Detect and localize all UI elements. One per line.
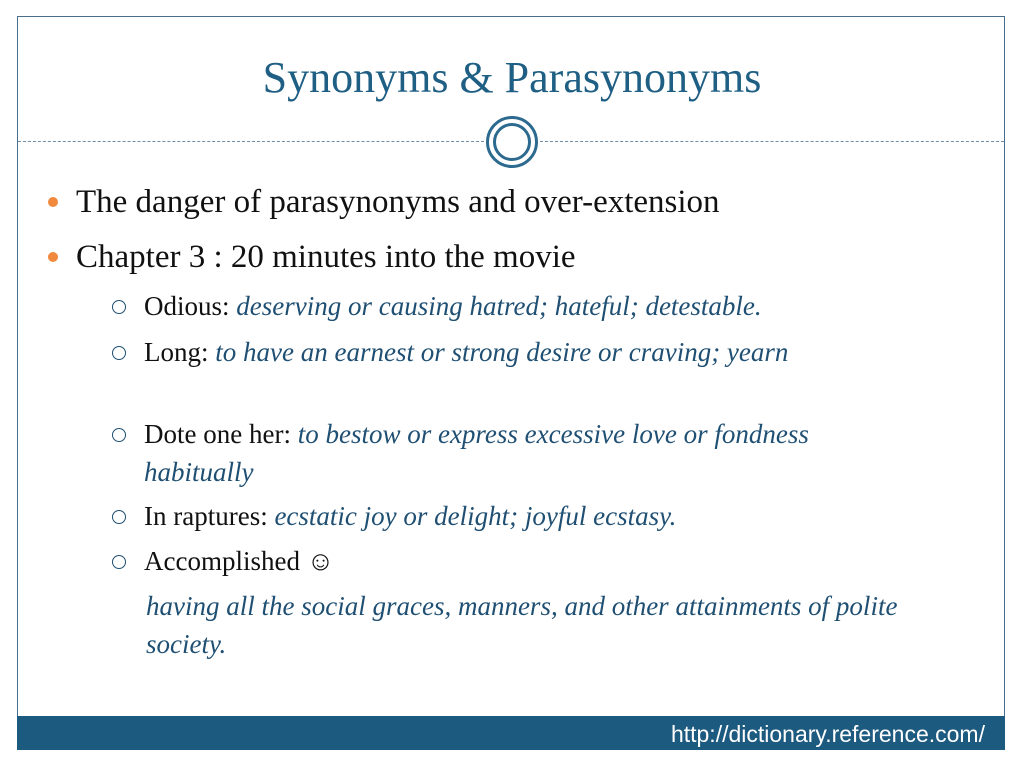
definition-term: Long: — [144, 337, 209, 367]
definition-text: to have an earnest or strong desire or craving; yearn — [215, 337, 789, 367]
sub-bullet-circle-icon — [112, 428, 126, 442]
definition-text: ecstatic joy or delight; joyful ecstasy. — [274, 501, 677, 531]
footer-url-link[interactable]: http://dictionary.reference.com/ — [670, 721, 985, 747]
title-divider-left — [18, 141, 484, 142]
slide-title: Synonyms & Parasynonyms — [262, 53, 762, 102]
sub-bullet-circle-icon — [112, 346, 126, 360]
title-divider-right — [540, 141, 1004, 142]
sub-bullet-circle-icon — [112, 555, 126, 569]
bullet-dot-icon — [48, 252, 58, 262]
sub-bullet-circle-icon — [112, 510, 126, 524]
bullet-text: The danger of parasynonyms and over-extension — [76, 184, 720, 220]
decorative-ring-icon — [486, 116, 538, 168]
bullet-text: Chapter 3 : 20 minutes into the movie — [76, 239, 576, 275]
sub-bullet-circle-icon — [112, 300, 126, 314]
footer-bar — [17, 716, 1005, 750]
definition-term: Odious: — [144, 291, 230, 321]
definition-term: Accomplished ☺ — [144, 546, 335, 576]
definition-term: Dote one her: — [144, 419, 291, 449]
definition-text: deserving or causing hatred; hateful; detestable. — [236, 291, 762, 321]
bullet-dot-icon — [48, 197, 58, 207]
definition-term: In raptures: — [144, 501, 268, 531]
definition-text: to bestow or express excessive love or fondness habitually — [144, 419, 809, 487]
accomplished-definition: having all the social graces, manners, and other attainments of polite society. — [146, 591, 898, 659]
